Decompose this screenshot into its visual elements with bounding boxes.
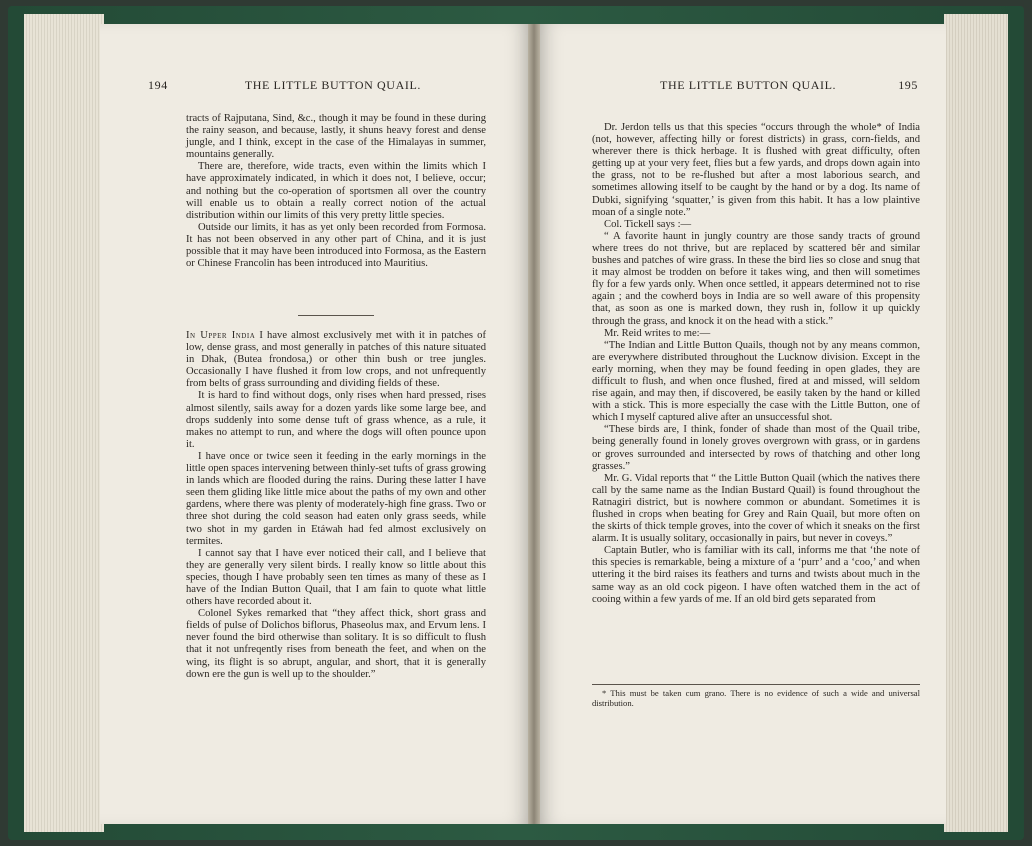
paragraph: There are, therefore, wide tracts, even within the limits which I have approximately indicated, in which it does not, I believe, occur; and nothing but the co-operation of sportsmen all over the country will enable us to obtain a really correct notion of the actual distribution within our limits of this very pretty little species.	[186, 161, 486, 221]
page-edges-left	[24, 14, 104, 832]
paragraph: I have once or twice seen it feeding in the early mornings in the little open spaces intervening between thinly-set tufts of grass growing in lands which are flooded during the rains. During these latter I have seen them gliding like little mice about the paths of my own and other gardens, where there was plenty of moderately-high fine grass. Two or three shot during the cold season had eaten only grass seeds, while two shot in my garden in Etáwah had fed almost exclusively on termites.	[186, 450, 486, 547]
paragraph: “The Indian and Little Button Quails, though not by any means common, are everywhere distributed throughout the Lucknow division. Except in the early morning, when they may be found feeding in open glades, they are difficult to flush, and when once flushed, fired at and missed, will seldom rise again, and may then, if discovered, be easily taken by the hand or killed with a stick. This is more especially the case with the Little Button, one of which I myself captured alive after an unsuccessful shot.	[592, 339, 920, 424]
page-edges-right	[944, 14, 1008, 832]
paragraph	[186, 330, 486, 390]
left-page-header	[148, 78, 518, 93]
book-gutter	[528, 24, 540, 824]
paragraph-body: I have almost exclusively met with it in patches of low, dense grass, and most generally in patches of this nature situated in Dhak, (Butea frondosa,) or other thin bush or tree jungles. Occasionally I have flushed it from low crops, and not unfrequently from belts of grass surrounding and dividing fields of these.	[186, 330, 486, 390]
left-running-head: THE LITTLE BUTTON QUAIL.	[244, 78, 421, 92]
paragraph: tracts of Rajputana, Sind, &c., though it may be found in these during the rainy season, and because, lastly, it shuns heavy forest and dense jungle, and I think, except in the case of the Himalayas in summer, mountains generally.	[186, 113, 486, 161]
right-page-number: 195	[898, 78, 918, 92]
footnote-rule	[592, 684, 920, 685]
paragraph: Outside our limits, it has as yet only been recorded from Formosa. It has not been observed in any other part of China, and it is just possible that it may have been introduced into Formosa, as the Eastern or Chinese Francolin has been introduced into Mauritius.	[186, 221, 486, 270]
left-page-text-top	[186, 113, 486, 270]
paragraph: Col. Tickell says :—	[604, 218, 692, 230]
left-page-number: 194	[148, 78, 168, 92]
paragraph: It is hard to find without dogs, only rises when hard pressed, rises almost silently, sails away for a dozen yards like some large bee, and drops suddenly into some dense tuft of grass whence, as a rule, it makes no attempt to run, and where the dogs will often pounce upon it.	[186, 390, 486, 450]
paragraph: Mr. G. Vidal reports that “ the Little Button Quail (which the natives there call by the same name as the Indian Bustard Quail) is found throughout the Ratnagiri district, but is nowhere common or abundant. Sometimes it is flushed in crops when beating for Grey and Rain Quail, but more often on the skirts of thick temple groves, into the cover of which it sneaks on the first alarm. It is usually solitary, occasionally in pairs, but never in coveys.”	[592, 472, 920, 545]
paragraph: “ A favorite haunt in jungly country are those sandy tracts of ground where trees do not thrive, but are replaced by scattered bêr and similar bushes and patches of wire grass. In these the bird lies so close and snug that it may almost be trodden on before it takes wing, and then will sometimes fly for a few yards only. When once settled, it appears determined not to rise again ; and the cowherd boys in India are so well aware of this propensity that, as soon as one is marked down, they rush in, follow it up quickly through the grass, and knock it on the head with a stick.”	[592, 230, 920, 327]
right-page-header	[578, 78, 918, 93]
section-divider	[298, 315, 374, 316]
section-lead: In Upper India	[186, 330, 256, 341]
paragraph: Dr. Jerdon tells us that this species “occurs through the whole* of India (not, however, affecting hilly or forest districts) in grass, corn-fields, and wherever there is thick herbage. It is flushed with great difficulty, often getting up at your very feet, flies but a few yards, and drops down again into the grass, not to be re-flushed but after a most laborious search, and sometimes allowing itself to be caught by the hand or by a dog. Its name of Dubki, signifying ‘squatter,’ is given from this habit. It has a low plaintive moan of a single note.”	[592, 122, 920, 218]
paragraph: “These birds are, I think, fonder of shade than most of the Quail tribe, being generally found in lonely groves overgrown with grass, or in gardens or groves surrounded and intersected by rows of thatching and other long grasses.”	[592, 424, 920, 472]
paragraph: I cannot say that I have ever noticed their call, and I believe that they are generally very silent birds. I really know so little about this species, though I have probably seen ten times as many of these as I have of the Indian Button Quail, that I am fain to quote what little others have recorded about it.	[186, 547, 486, 608]
paragraph: Mr. Reid writes to me:—	[604, 327, 711, 339]
footnote-text: * This must be taken cum grano. There is no evidence of such a wide and universal distribution.	[592, 688, 920, 708]
footnote	[592, 688, 920, 708]
paragraph: Colonel Sykes remarked that “they affect thick, short grass and fields of pulse of Dolichos biflorus, Phaseolus max, and Ervum lens. I never found the bird otherwise than solitary. It is so difficult to flush that it not unfreqently rises from beneath the feet, and when on the wing, its flight is so abrupt, angular, and short, that it is generally down ere the gun is well up to the shoulder.”	[186, 608, 486, 680]
right-page-text	[592, 122, 920, 606]
paragraph: Captain Butler, who is familiar with its call, informs me that ‘the note of this species is remarkable, being a mixture of a ‘purr’ and a ‘coo,’ and when uttering it the bird raises its feathers and turns and twists about much in the same way as an old cock pigeon. I have often watched them in the act of cooing within a few yards of me. If an old bird gets separated from	[592, 545, 920, 605]
right-running-head: THE LITTLE BUTTON QUAIL.	[660, 78, 837, 92]
left-page-text-bottom	[186, 330, 486, 681]
